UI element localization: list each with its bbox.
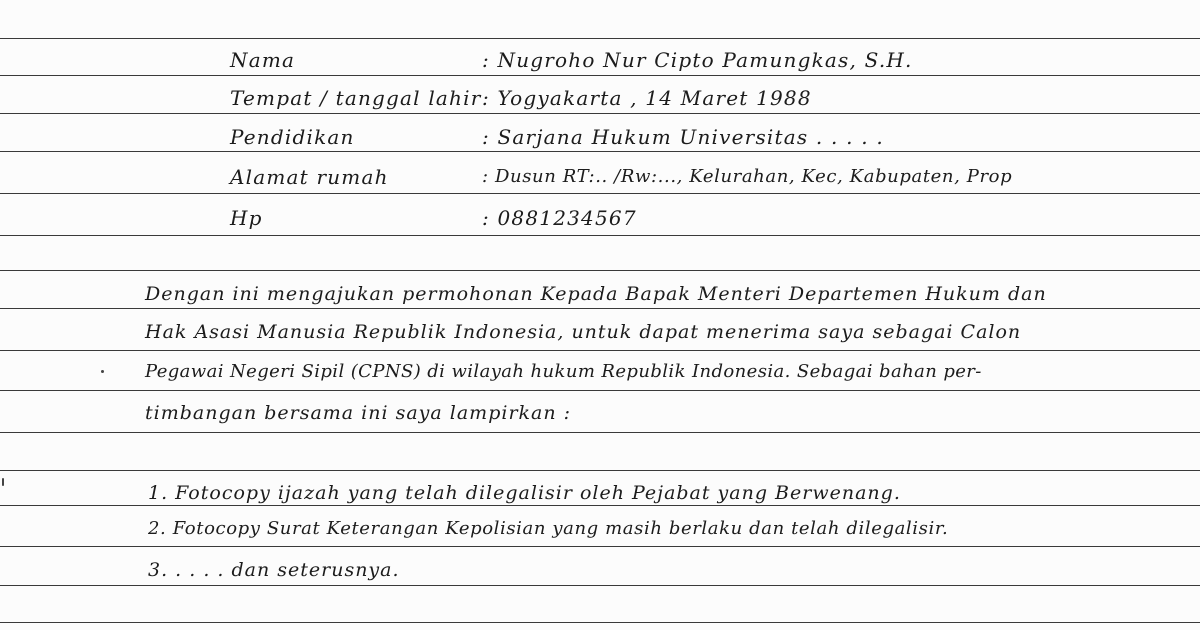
field-value-hp: : 0881234567 bbox=[482, 206, 637, 230]
ruled-line bbox=[0, 546, 1200, 547]
ruled-line bbox=[0, 390, 1200, 391]
paragraph-line-2: Hak Asasi Manusia Republik Indonesia, untuk dapat menerima saya sebagai Calon bbox=[145, 321, 1022, 343]
ruled-line bbox=[0, 113, 1200, 114]
scan-speck bbox=[2, 478, 4, 486]
attachment-item-1: 1. Fotocopy ijazah yang telah dilegalisir oleh Pejabat yang Berwenang. bbox=[148, 482, 901, 504]
ruled-line bbox=[0, 505, 1200, 506]
field-label-nama: Nama bbox=[230, 48, 296, 72]
attachment-item-3: 3. . . . . dan seterusnya. bbox=[148, 559, 400, 581]
ruled-line bbox=[0, 585, 1200, 586]
ruled-line bbox=[0, 350, 1200, 351]
ruled-line bbox=[0, 75, 1200, 76]
paragraph-line-3: Pegawai Negeri Sipil (CPNS) di wilayah hukum Republik Indonesia. Sebagai bahan per- bbox=[145, 361, 982, 382]
field-label-alamat-rumah: Alamat rumah bbox=[230, 165, 389, 189]
paragraph-line-4: timbangan bersama ini saya lampirkan : bbox=[145, 402, 572, 424]
ruled-line bbox=[0, 235, 1200, 236]
ruled-line bbox=[0, 622, 1200, 623]
ruled-line bbox=[0, 193, 1200, 194]
ruled-line bbox=[0, 151, 1200, 152]
ruled-line bbox=[0, 308, 1200, 309]
field-label-hp: Hp bbox=[230, 206, 263, 230]
ruled-line bbox=[0, 38, 1200, 39]
paragraph-line-1: Dengan ini mengajukan permohonan Kepada Bapak Menteri Departemen Hukum dan bbox=[145, 283, 1047, 305]
field-label-pendidikan: Pendidikan bbox=[230, 125, 355, 149]
ruled-line bbox=[0, 470, 1200, 471]
field-value-alamat-rumah: : Dusun RT:.. /Rw:..., Kelurahan, Kec, Kabupaten, Prop bbox=[482, 166, 1013, 187]
ruled-line bbox=[0, 270, 1200, 271]
field-value-pendidikan: : Sarjana Hukum Universitas . . . . . bbox=[482, 125, 884, 149]
field-value-nama: : Nugroho Nur Cipto Pamungkas, S.H. bbox=[482, 48, 913, 72]
scan-speck bbox=[101, 370, 104, 373]
field-label-tempat-tanggal-lahir: Tempat / tanggal lahir bbox=[230, 86, 482, 110]
field-value-tempat-tanggal-lahir: : Yogyakarta , 14 Maret 1988 bbox=[482, 86, 812, 110]
attachment-item-2: 2. Fotocopy Surat Keterangan Kepolisian yang masih berlaku dan telah dilegalisir. bbox=[148, 518, 949, 539]
ruled-line bbox=[0, 432, 1200, 433]
